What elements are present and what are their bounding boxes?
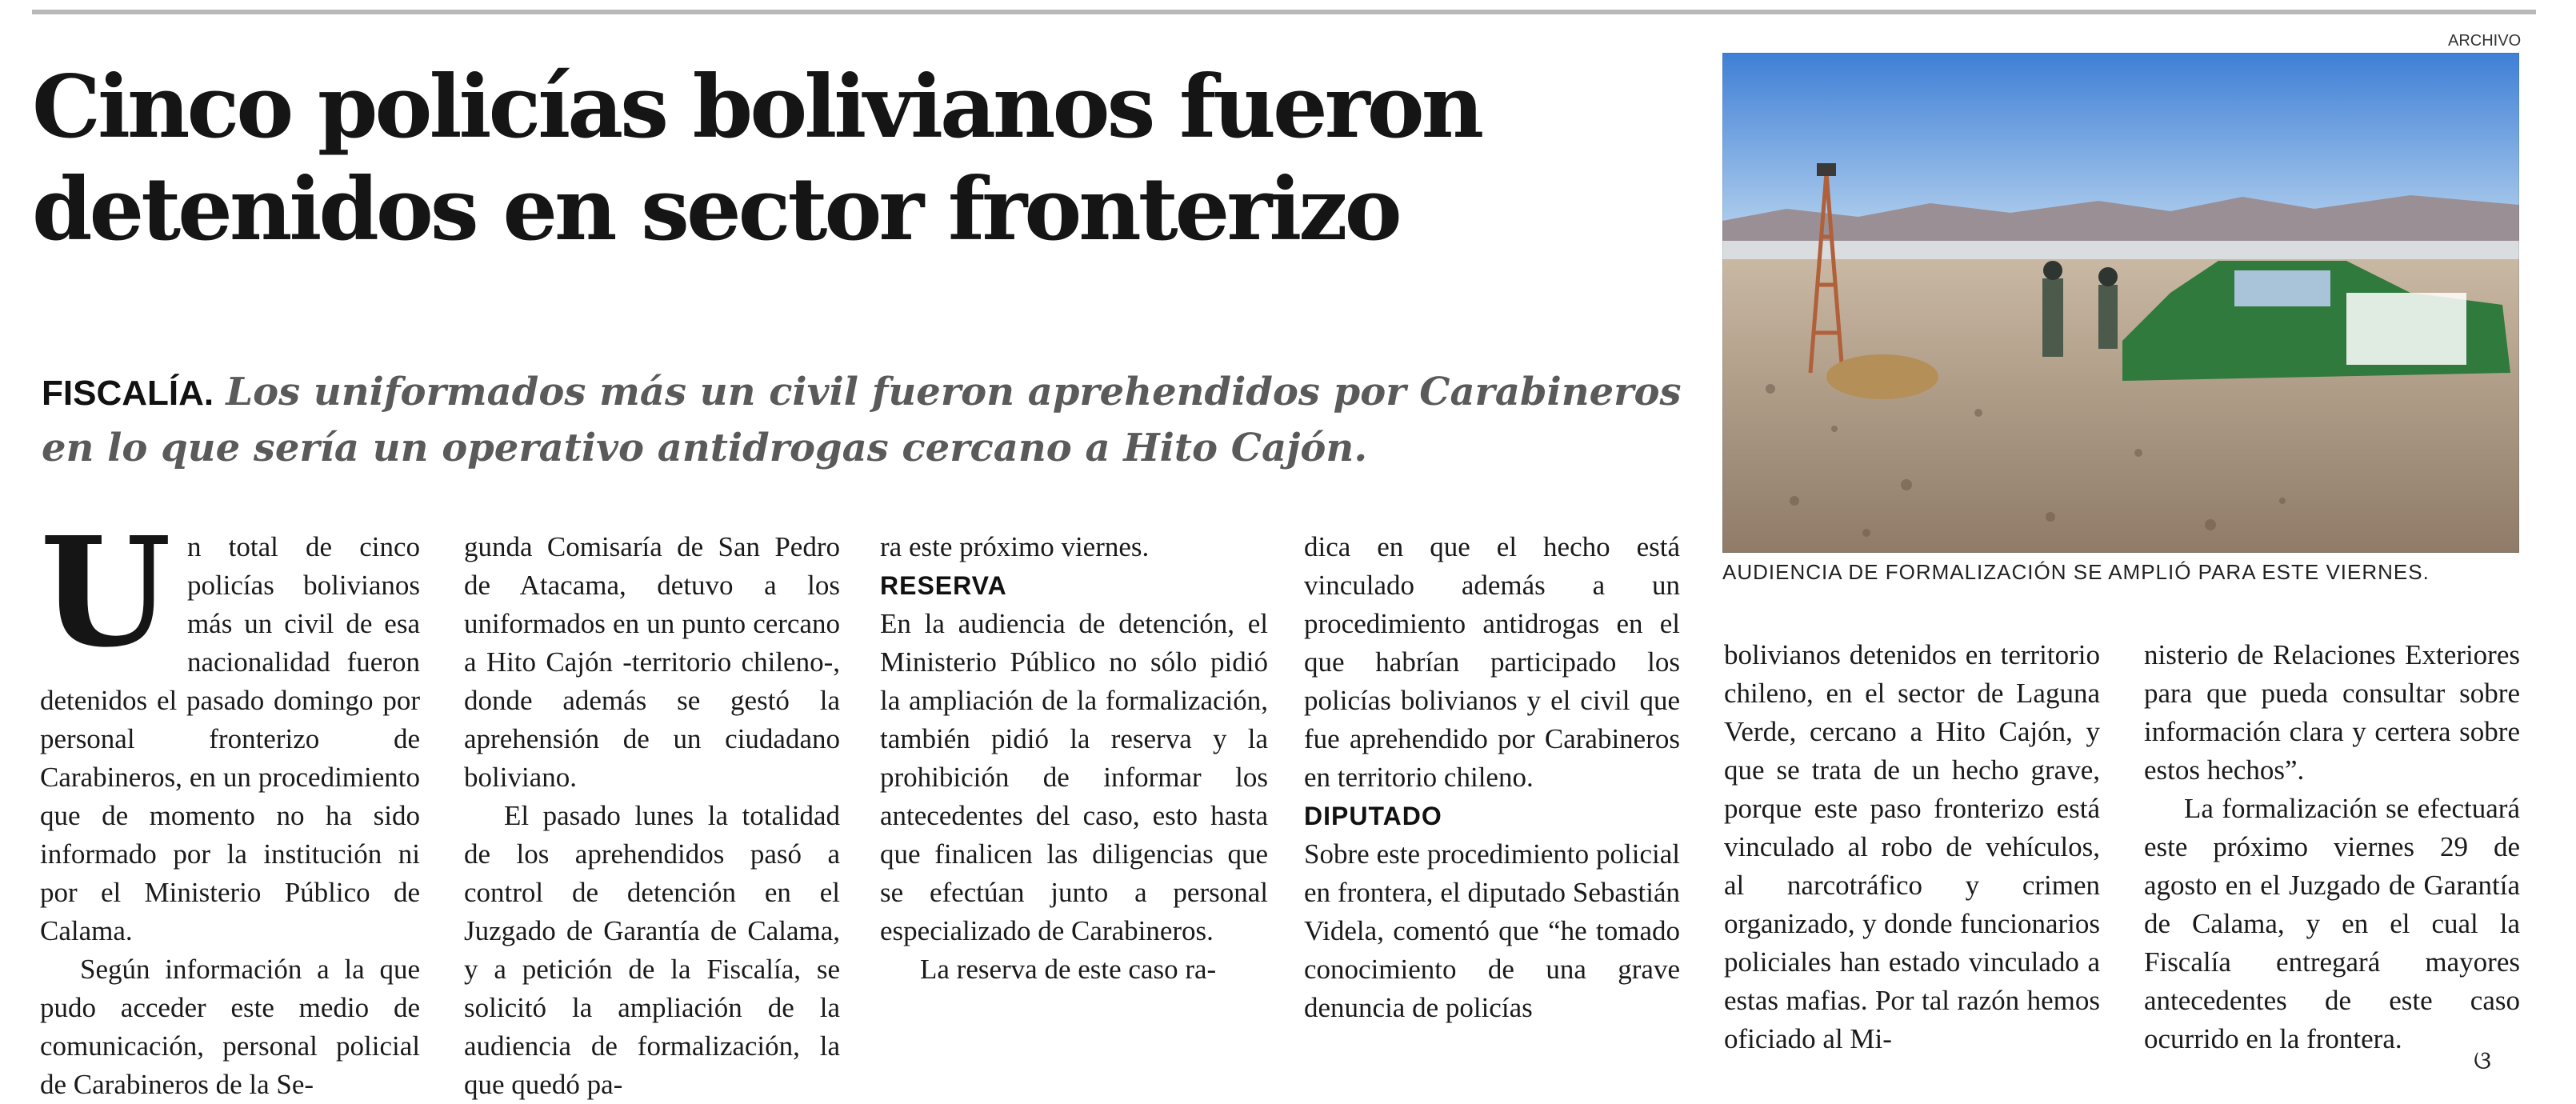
headline [32, 56, 1680, 261]
paragraph: Sobre este procedimiento policial en frontera, el diputado Sebastián Videla, comentó que “he tomado conocimiento de una grave denuncia de policías [1304, 838, 1680, 1023]
paragraph: Según información a la que pudo acceder este medio de comunicación, personal policial de Carabineros de la Se- [40, 954, 420, 1100]
body-column-2 [464, 528, 840, 1104]
photo-credit: ARCHIVO [2448, 32, 2522, 50]
photo-caption: AUDIENCIA DE FORMALIZACIÓN SE AMPLIÓ PARA ESTE VIERNES. [1722, 560, 2430, 584]
top-rule [32, 10, 2536, 14]
paragraph: n total de cinco policías bolivianos más un civil de esa nacionalidad fueron detenidos el pasado domingo por personal fronterizo de Carabineros, en un procedimiento que de momento no ha sido informado por la institución ni por el Ministerio Público de Calama. [40, 531, 420, 946]
body-column-5 [1724, 636, 2100, 1058]
paragraph: bolivianos detenidos en territorio chileno, en el sector de Laguna Verde, cercano a Hito Cajón, y que se trata de un hecho grave, porque este paso fronterizo está vinculado al robo de vehículos, al narcotráfico y crimen organizado, y donde funcionarios policiales han estado vinculado a estas mafias. Por tal razón hemos oficiado al Mi- [1724, 639, 2100, 1054]
subheadline [42, 365, 1690, 475]
paragraph: El pasado lunes la totalidad de los aprehendidos pasó a control de detención en el Juzgado de Garantía de Calama, y a petición de la Fiscalía, se solicitó la ampliación de la audiencia de formalización, la que quedó pa- [464, 800, 840, 1100]
body-column-1 [40, 504, 420, 1104]
body-column-3 [880, 528, 1268, 989]
section-label: FISCALÍA. [42, 374, 214, 413]
headline-line-1: Cinco policías bolivianos fueron [32, 57, 1482, 158]
paragraph: gunda Comisaría de San Pedro de Atacama, detuvo a los uniformados en un punto cercano a Hito Cajón -territorio chileno-, donde además se gestó la aprehensión de un ciudadano boliviano. [464, 531, 840, 793]
headline-line-2: detenidos en sector fronterizo [32, 159, 1399, 260]
article-end-mark: ଓ [2474, 1045, 2492, 1075]
paragraph: La reserva de este caso ra- [920, 954, 1217, 985]
subheadline-text: Los uniformados más un civil fueron aprehendidos por Carabineros en lo que sería un operativo antidrogas cercano a Hito Cajón. [42, 370, 1682, 470]
section-subhead-reserva: RESERVA [880, 571, 1007, 600]
body-column-6 [2144, 636, 2520, 1058]
paragraph: nisterio de Relaciones Exteriores para que pueda consultar sobre información clara y certera sobre estos hechos”. [2144, 639, 2520, 786]
section-subhead-diputado: DIPUTADO [1304, 802, 1442, 830]
paragraph: La formalización se efectuará este próximo viernes 29 de agosto en el Juzgado de Garantía de Calama, y en el cual la Fiscalía entregará mayores antecedentes de este caso ocurrido en la frontera. [2144, 793, 2520, 1054]
dropcap: U [40, 504, 171, 681]
paragraph: En la audiencia de detención, el Ministerio Público no sólo pidió la ampliación de la formalización, también pidió la reserva y la prohibición de informar los antecedentes del caso, esto hasta que finalicen las diligencias que se efectúan junto a personal especializado de Carabineros. [880, 608, 1268, 946]
body-column-4 [1304, 528, 1680, 1027]
news-photo [1722, 53, 2519, 553]
paragraph: dica en que el hecho está vinculado además a un procedimiento antidrogas en el que habrían participado los policías bolivianos y el civil que fue aprehendido por Carabineros en territorio chileno. [1304, 531, 1680, 793]
paragraph: ra este próximo viernes. [880, 531, 1150, 562]
